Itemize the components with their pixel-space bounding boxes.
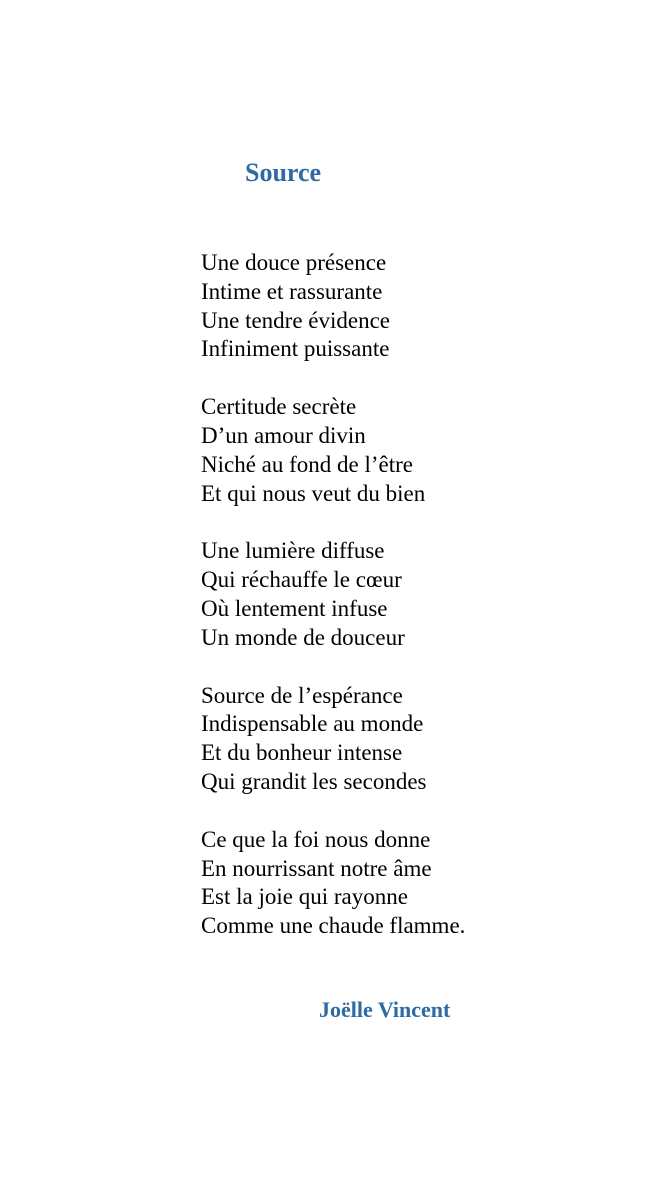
- poem-line: D’un amour divin: [201, 422, 366, 448]
- stanza-5: [201, 826, 465, 941]
- poem-line: Qui grandit les secondes: [201, 768, 427, 794]
- poem-line: Ce que la foi nous donne: [201, 826, 431, 852]
- poem-line: Intime et rassurante: [201, 278, 383, 304]
- poem-line: Indispensable au monde: [201, 711, 424, 737]
- poem-line: Certitude secrète: [201, 394, 357, 420]
- poem-line: Source de l’espérance: [201, 682, 403, 708]
- stanza-2: [201, 393, 465, 508]
- poem-line: Un monde de douceur: [201, 624, 405, 650]
- poem-line: En nourrissant notre âme: [201, 855, 432, 881]
- poem-line: Une tendre évidence: [201, 307, 391, 333]
- stanza-4: [201, 682, 465, 797]
- poem-line: Est la joie qui rayonne: [201, 884, 408, 910]
- poem-line: Et du bonheur intense: [201, 740, 403, 766]
- poem-line: Et qui nous veut du bien: [201, 480, 426, 506]
- poem-line: Comme une chaude flamme.: [201, 913, 466, 939]
- poem-line: Une lumière diffuse: [201, 538, 385, 564]
- stanza-3: [201, 537, 465, 652]
- poem-line: Où lentement infuse: [201, 595, 388, 621]
- author-signature: Joëlle Vincent: [319, 997, 451, 1022]
- poem-line: Niché au fond de l’être: [201, 451, 414, 477]
- poem-line: Qui réchauffe le cœur: [201, 567, 402, 593]
- poem-title: Source: [245, 158, 322, 187]
- poem-line: Une douce présence: [201, 250, 387, 275]
- poem-line: Infiniment puissante: [201, 336, 390, 362]
- stanza-1: [201, 249, 465, 364]
- poem-body: [201, 249, 465, 970]
